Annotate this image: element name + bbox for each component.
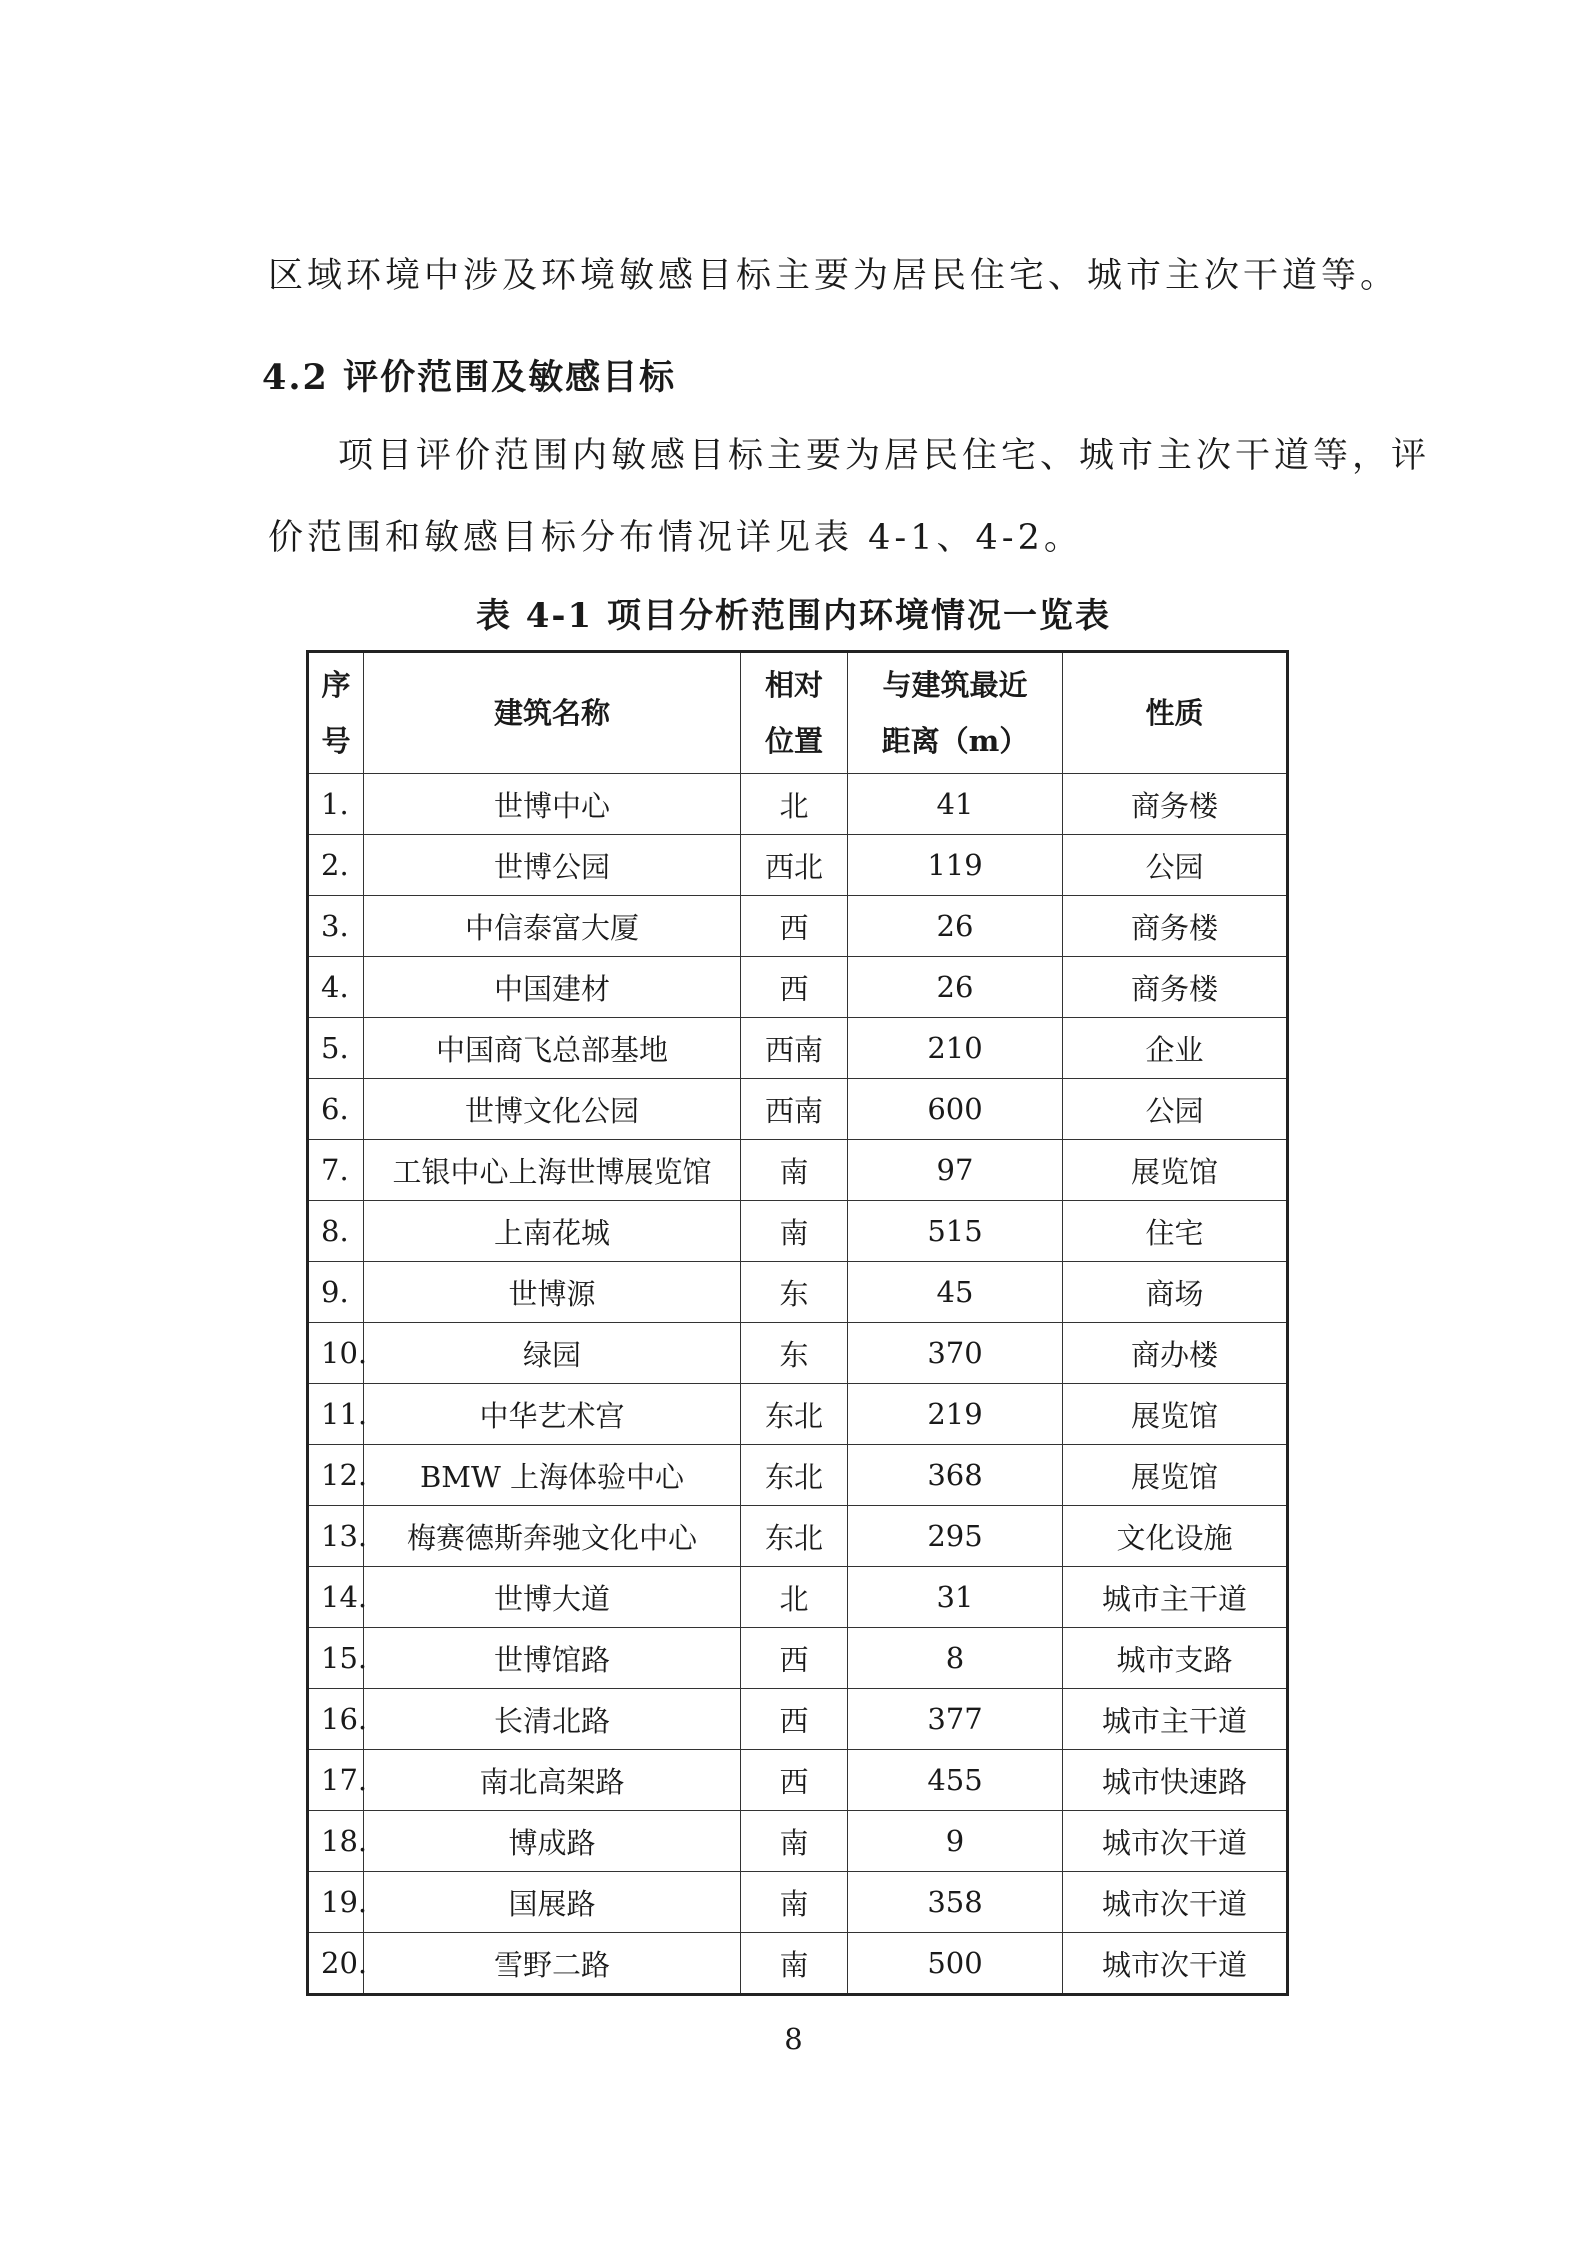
table-row: [308, 1262, 1288, 1323]
row-building-name: 长清北路: [364, 1689, 741, 1750]
row-index: 7.: [308, 1140, 364, 1201]
row-index: 2.: [308, 835, 364, 896]
row-type: 商场: [1063, 1262, 1288, 1323]
row-distance: 515: [848, 1201, 1063, 1262]
table-row: [308, 896, 1288, 957]
row-index: 17.: [308, 1750, 364, 1811]
header-distance-line1: 与建筑最近: [882, 668, 1028, 702]
table-row: [308, 774, 1288, 835]
row-building-name: 博成路: [364, 1811, 741, 1872]
row-relative-position: 西南: [741, 1018, 848, 1079]
header-type: 性质: [1063, 652, 1288, 774]
row-index: 4.: [308, 957, 364, 1018]
row-distance: 455: [848, 1750, 1063, 1811]
table-row: [308, 957, 1288, 1018]
row-index: 11.: [308, 1384, 364, 1445]
table-row: [308, 1811, 1288, 1872]
row-distance: 97: [848, 1140, 1063, 1201]
row-type: 住宅: [1063, 1201, 1288, 1262]
table-row: [308, 1872, 1288, 1933]
row-type: 公园: [1063, 835, 1288, 896]
row-building-name: 中国商飞总部基地: [364, 1018, 741, 1079]
row-type: 商务楼: [1063, 896, 1288, 957]
row-type: 城市主干道: [1063, 1567, 1288, 1628]
row-relative-position: 西: [741, 896, 848, 957]
row-type: 城市次干道: [1063, 1872, 1288, 1933]
table-row: [308, 1689, 1288, 1750]
row-distance: 377: [848, 1689, 1063, 1750]
row-index: 10.: [308, 1323, 364, 1384]
row-distance: 295: [848, 1506, 1063, 1567]
row-relative-position: 南: [741, 1811, 848, 1872]
row-type: 商务楼: [1063, 774, 1288, 835]
row-type: 商务楼: [1063, 957, 1288, 1018]
row-building-name: BMW 上海体验中心: [364, 1445, 741, 1506]
row-relative-position: 南: [741, 1933, 848, 1995]
row-relative-position: 东北: [741, 1384, 848, 1445]
row-index: 5.: [308, 1018, 364, 1079]
header-row: [308, 652, 1288, 774]
row-type: 企业: [1063, 1018, 1288, 1079]
row-type: 公园: [1063, 1079, 1288, 1140]
row-type: 商办楼: [1063, 1323, 1288, 1384]
row-relative-position: 西北: [741, 835, 848, 896]
table-row: [308, 1140, 1288, 1201]
body-paragraph-line-2: 价范围和敏感目标分布情况详见表 4-1、4-2。: [268, 518, 1083, 558]
row-type: 展览馆: [1063, 1445, 1288, 1506]
table-row: [308, 1933, 1288, 1995]
row-building-name: 上南花城: [364, 1201, 741, 1262]
row-distance: 26: [848, 957, 1063, 1018]
table-row: [308, 1384, 1288, 1445]
row-index: 8.: [308, 1201, 364, 1262]
row-relative-position: 东: [741, 1262, 848, 1323]
row-relative-position: 西南: [741, 1079, 848, 1140]
row-type: 城市主干道: [1063, 1689, 1288, 1750]
table-row: [308, 1201, 1288, 1262]
header-position: [741, 652, 848, 774]
row-building-name: 中华艺术宫: [364, 1384, 741, 1445]
row-type: 展览馆: [1063, 1384, 1288, 1445]
row-distance: 119: [848, 835, 1063, 896]
body-paragraph-line-1: 项目评价范围内敏感目标主要为居民住宅、城市主次干道等，评: [338, 436, 1431, 476]
table-row: [308, 1445, 1288, 1506]
header-index-line1: 序: [321, 668, 351, 702]
row-building-name: 中国建材: [364, 957, 741, 1018]
row-relative-position: 西: [741, 1628, 848, 1689]
row-distance: 210: [848, 1018, 1063, 1079]
environment-table: [306, 650, 1289, 1996]
row-index: 6.: [308, 1079, 364, 1140]
row-relative-position: 北: [741, 1567, 848, 1628]
row-distance: 31: [848, 1567, 1063, 1628]
row-relative-position: 西: [741, 957, 848, 1018]
row-relative-position: 东北: [741, 1445, 848, 1506]
header-name: 建筑名称: [364, 652, 741, 774]
row-relative-position: 西: [741, 1689, 848, 1750]
row-distance: 500: [848, 1933, 1063, 1995]
table-row: [308, 1567, 1288, 1628]
row-distance: 26: [848, 896, 1063, 957]
row-building-name: 世博大道: [364, 1567, 741, 1628]
row-distance: 8: [848, 1628, 1063, 1689]
row-relative-position: 东: [741, 1323, 848, 1384]
row-distance: 219: [848, 1384, 1063, 1445]
row-building-name: 梅赛德斯奔驰文化中心: [364, 1506, 741, 1567]
row-distance: 368: [848, 1445, 1063, 1506]
row-relative-position: 南: [741, 1140, 848, 1201]
table-caption: 表 4-1 项目分析范围内环境情况一览表: [475, 596, 1112, 636]
row-distance: 45: [848, 1262, 1063, 1323]
row-building-name: 南北高架路: [364, 1750, 741, 1811]
row-relative-position: 南: [741, 1201, 848, 1262]
row-index: 16.: [308, 1689, 364, 1750]
header-distance-line2: 距离（m）: [881, 724, 1029, 758]
row-distance: 358: [848, 1872, 1063, 1933]
row-distance: 9: [848, 1811, 1063, 1872]
row-index: 3.: [308, 896, 364, 957]
row-building-name: 中信泰富大厦: [364, 896, 741, 957]
header-position-line2: 位置: [764, 724, 823, 758]
table-row: [308, 1506, 1288, 1567]
header-index-line2: 号: [321, 724, 351, 758]
row-building-name: 世博文化公园: [364, 1079, 741, 1140]
row-relative-position: 南: [741, 1872, 848, 1933]
row-type: 城市支路: [1063, 1628, 1288, 1689]
row-type: 城市快速路: [1063, 1750, 1288, 1811]
row-type: 城市次干道: [1063, 1811, 1288, 1872]
row-index: 12.: [308, 1445, 364, 1506]
page-number: 8: [784, 2022, 803, 2056]
row-index: 14.: [308, 1567, 364, 1628]
row-index: 13.: [308, 1506, 364, 1567]
header-position-line1: 相对: [764, 668, 823, 702]
row-building-name: 世博公园: [364, 835, 741, 896]
row-building-name: 工银中心上海世博展览馆: [364, 1140, 741, 1201]
row-index: 18.: [308, 1811, 364, 1872]
row-type: 城市次干道: [1063, 1933, 1288, 1995]
row-type: 展览馆: [1063, 1140, 1288, 1201]
row-distance: 370: [848, 1323, 1063, 1384]
row-relative-position: 东北: [741, 1506, 848, 1567]
row-index: 9.: [308, 1262, 364, 1323]
row-index: 15.: [308, 1628, 364, 1689]
table-row: [308, 1323, 1288, 1384]
row-distance: 41: [848, 774, 1063, 835]
row-relative-position: 北: [741, 774, 848, 835]
section-heading: 4.2 评价范围及敏感目标: [262, 357, 677, 398]
row-building-name: 世博中心: [364, 774, 741, 835]
row-index: 1.: [308, 774, 364, 835]
table-row: [308, 1750, 1288, 1811]
row-type: 文化设施: [1063, 1506, 1288, 1567]
row-distance: 600: [848, 1079, 1063, 1140]
header-distance: [848, 652, 1063, 774]
table-row: [308, 1079, 1288, 1140]
row-index: 20.: [308, 1933, 364, 1995]
row-building-name: 国展路: [364, 1872, 741, 1933]
table-row: [308, 1018, 1288, 1079]
row-building-name: 世博源: [364, 1262, 741, 1323]
row-index: 19.: [308, 1872, 364, 1933]
row-relative-position: 西: [741, 1750, 848, 1811]
table-row: [308, 835, 1288, 896]
row-building-name: 世博馆路: [364, 1628, 741, 1689]
intro-paragraph: 区域环境中涉及环境敏感目标主要为居民住宅、城市主次干道等。: [268, 256, 1400, 296]
table-row: [308, 1628, 1288, 1689]
row-building-name: 绿园: [364, 1323, 741, 1384]
row-building-name: 雪野二路: [364, 1933, 741, 1995]
header-index: [308, 652, 364, 774]
table-body: [308, 774, 1288, 1995]
table-header: [308, 652, 1288, 774]
